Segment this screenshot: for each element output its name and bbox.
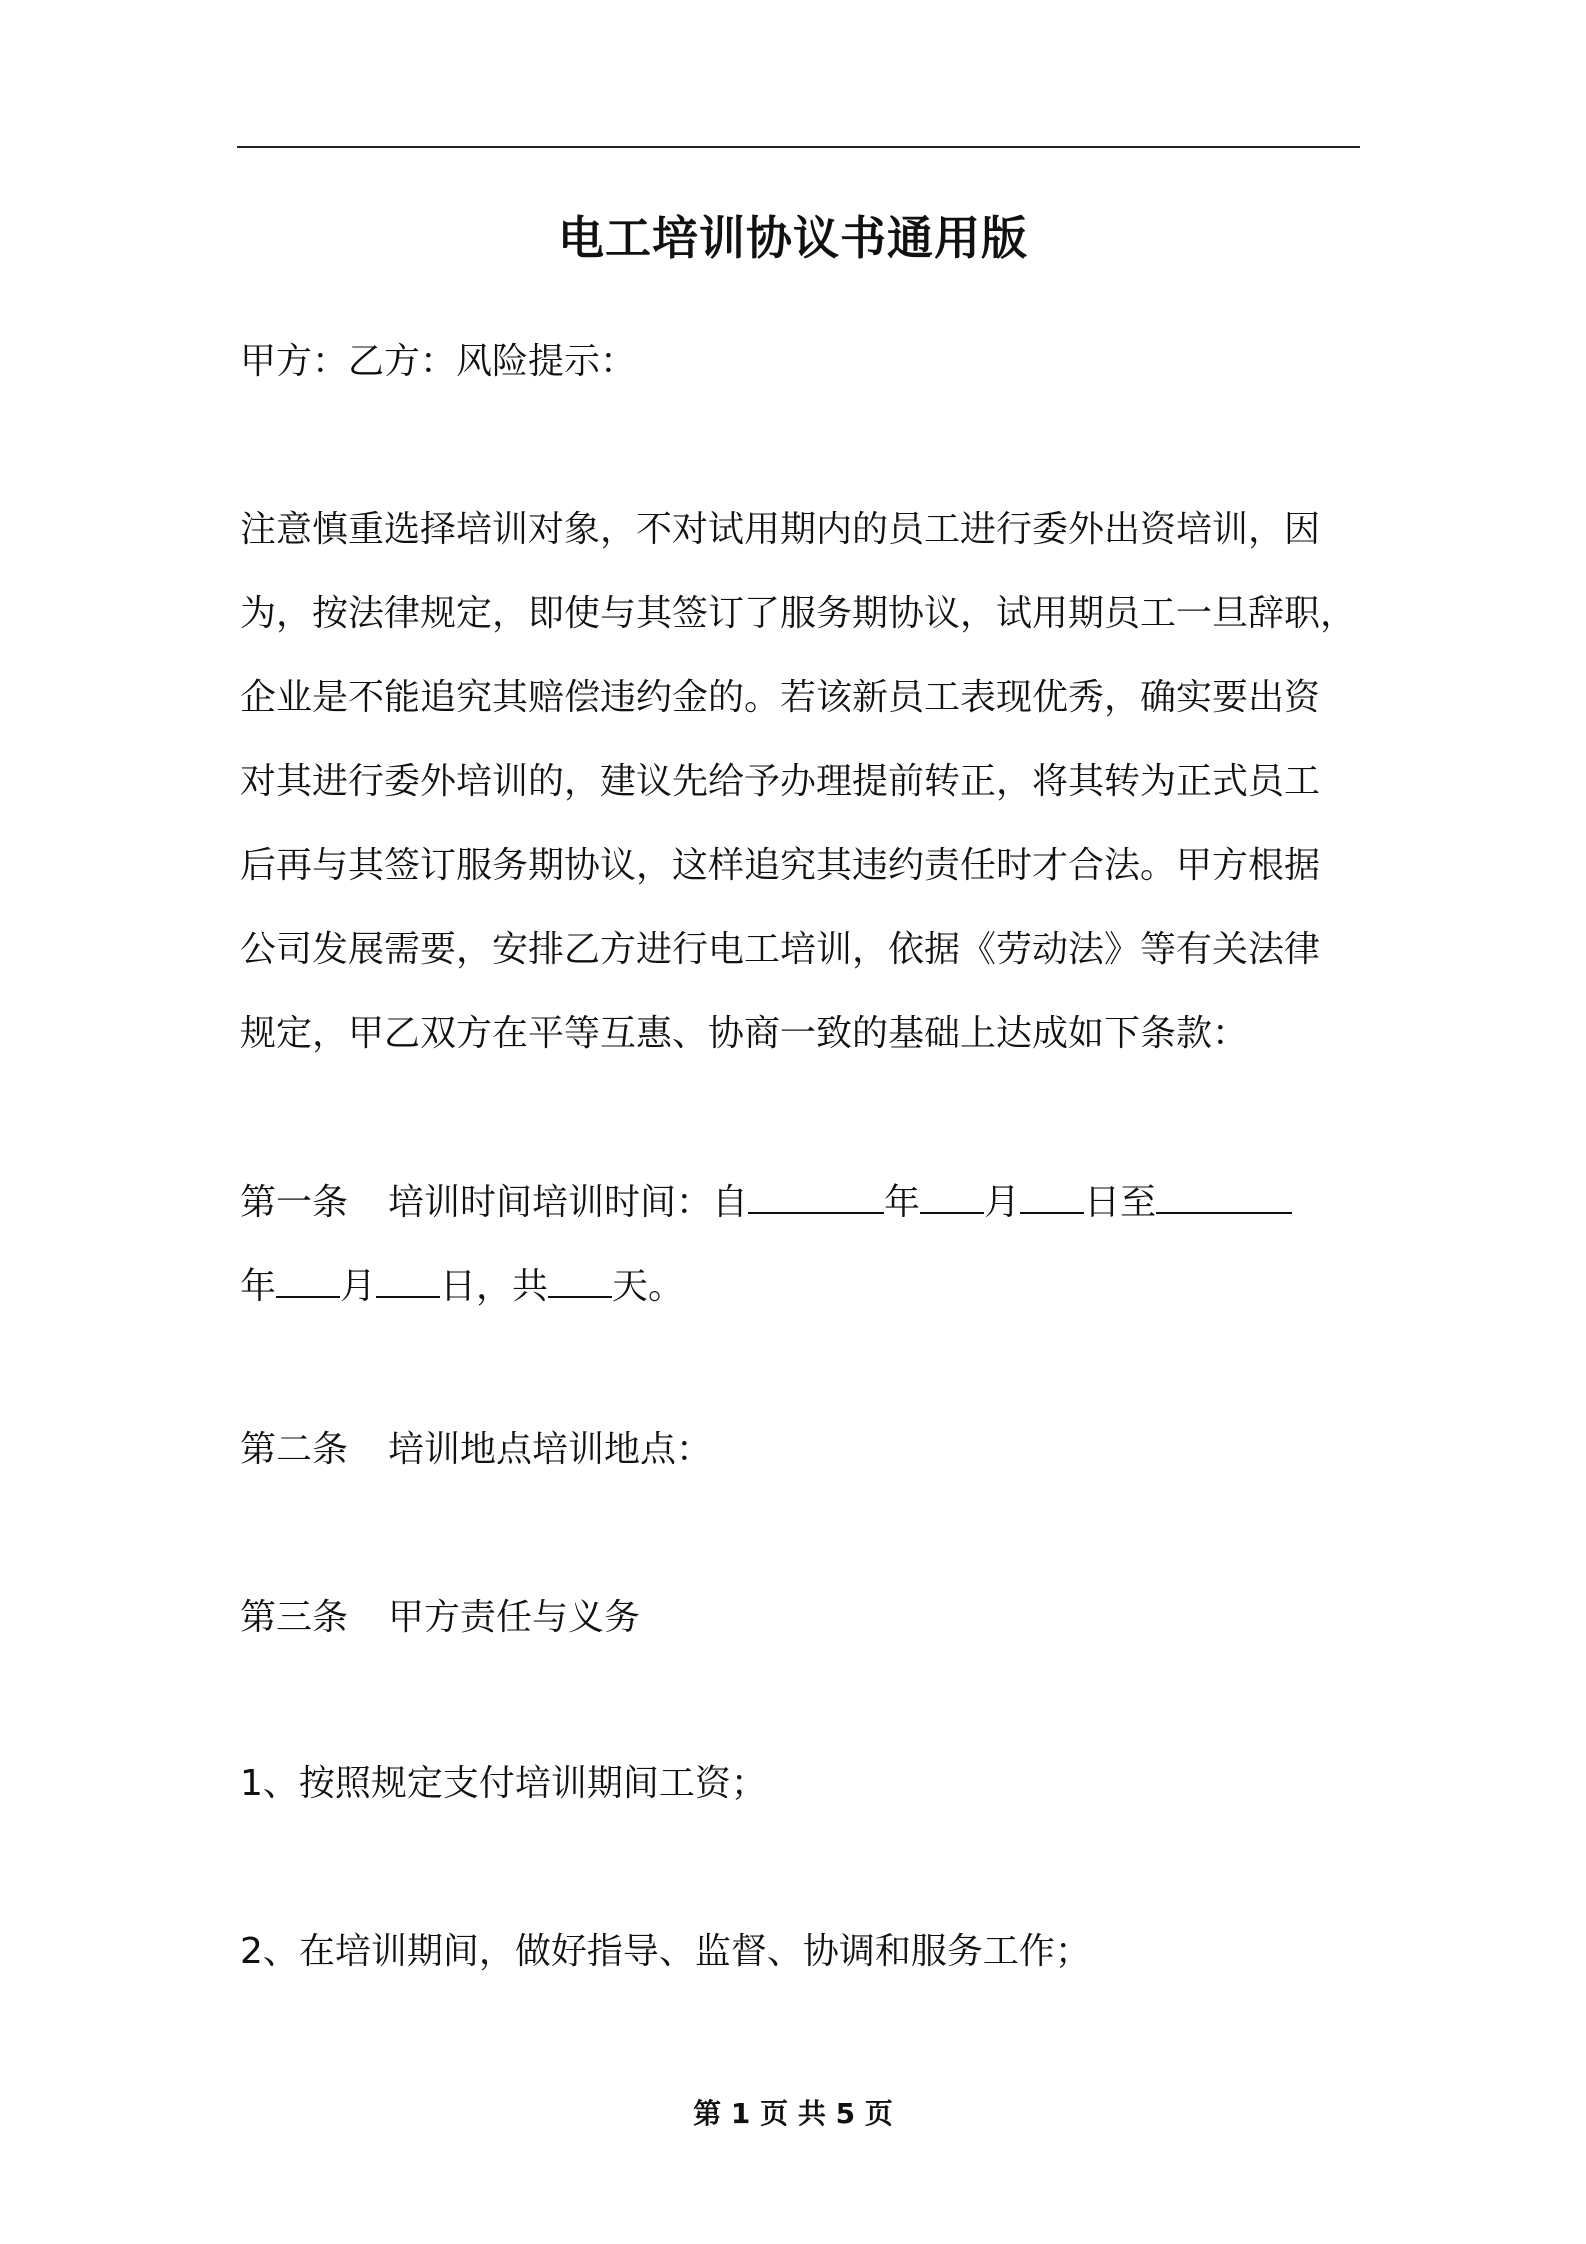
days-end-label: 天。 <box>612 1266 685 1307</box>
risk-line-3: 企业是不能追究其赔偿违约金的。若该新员工表现优秀，确实要出资 <box>240 677 1321 718</box>
article-3-number: 第三条 <box>240 1597 349 1638</box>
risk-line-4: 对其进行委外培训的，建议先给予办理提前转正，将其转为正式员工 <box>240 761 1321 802</box>
article-1-line-2 <box>240 1260 684 1311</box>
article-2 <box>240 1426 712 1474</box>
start-date-month-blank <box>920 1176 984 1214</box>
article-1-text: 培训时间培训时间：自 <box>388 1182 749 1223</box>
article-3-text: 甲方责任与义务 <box>388 1597 641 1638</box>
page-number: 第 1 页 共 5 页 <box>693 2097 893 2130</box>
total-days-blank <box>548 1260 612 1298</box>
parties-line: 甲方：乙方：风险提示： <box>240 341 637 382</box>
end-date-day-blank <box>376 1260 440 1298</box>
article-3 <box>240 1594 640 1642</box>
list-item-1: 1、按照规定支付培训期间工资； <box>240 1763 767 1804</box>
article-2-number: 第二条 <box>240 1429 349 1470</box>
day-to-label: 日至 <box>1084 1182 1157 1223</box>
risk-line-2: 为，按法律规定，即使与其签订了服务期协议，试用期员工一旦辞职， <box>240 593 1357 634</box>
month-label-2: 月 <box>340 1266 377 1307</box>
risk-line-5: 后再与其签订服务期协议，这样追究其违约责任时才合法。甲方根据 <box>240 845 1321 886</box>
article-1-number: 第一条 <box>240 1182 349 1223</box>
header-rule <box>237 146 1360 148</box>
end-date-month-blank <box>276 1260 340 1298</box>
document-title: 电工培训协议书通用版 <box>558 211 1028 265</box>
start-date-day-blank <box>1020 1176 1084 1214</box>
month-label-1: 月 <box>984 1182 1021 1223</box>
risk-line-6: 公司发展需要，安排乙方进行电工培训，依据《劳动法》等有关法律 <box>240 929 1321 970</box>
risk-line-1: 注意慎重选择培训对象，不对试用期内的员工进行委外出资培训，因 <box>240 509 1321 550</box>
article-1-line-1 <box>240 1176 1292 1227</box>
list-item-2: 2、在培训期间，做好指导、监督、协调和服务工作； <box>240 1931 1091 1972</box>
risk-line-7: 规定，甲乙双方在平等互惠、协商一致的基础上达成如下条款： <box>240 1013 1249 1054</box>
end-date-year-blank <box>1156 1176 1292 1214</box>
start-date-year-blank <box>748 1176 884 1214</box>
year-label-1: 年 <box>884 1182 921 1223</box>
article-2-text: 培训地点培训地点： <box>388 1429 713 1470</box>
year-label-2: 年 <box>240 1266 277 1307</box>
day-total-label: 日，共 <box>440 1266 549 1307</box>
